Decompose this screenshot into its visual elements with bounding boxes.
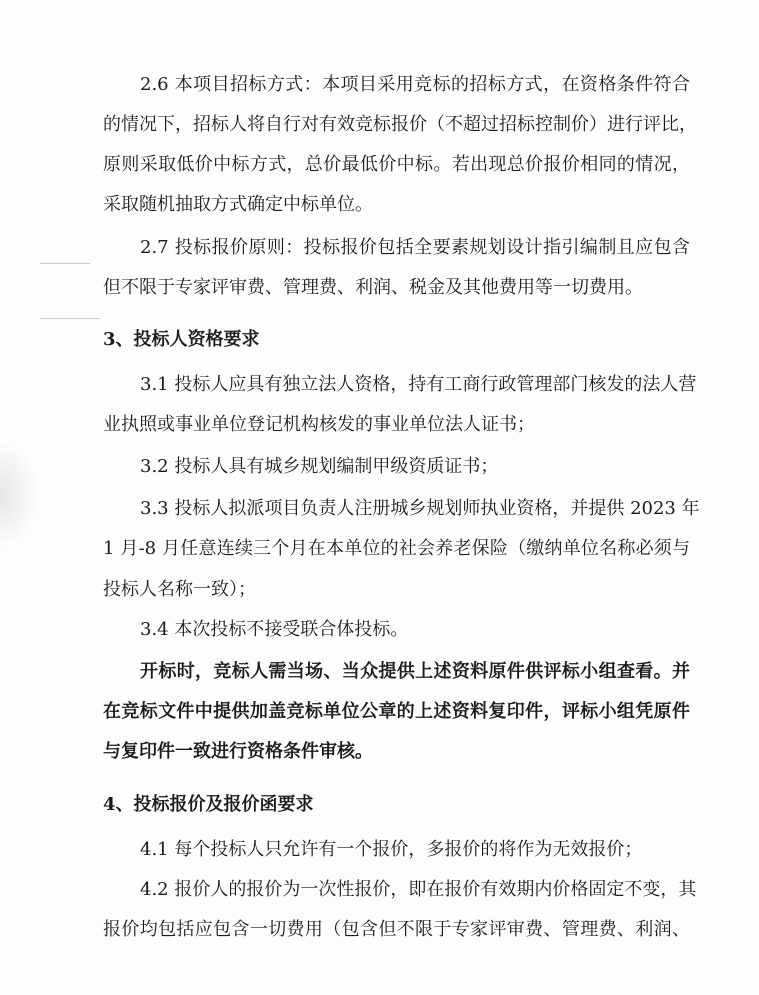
paragraph-line: 3.4 本次投标不接受联合体投标。 bbox=[140, 619, 409, 640]
paragraph-line: 2.7 投标报价原则：投标报价包括全要素规划设计指引编制且应包含 bbox=[140, 237, 690, 258]
paragraph-line: 的情况下，招标人将自行对有效竞标报价（不超过招标控制价）进行评比， bbox=[103, 114, 697, 135]
paragraph-line: 报价均包括应包含一切费用（包含但不限于专家评审费、管理费、利润、 bbox=[103, 919, 690, 940]
section-heading: 3、投标人资格要求 bbox=[103, 329, 260, 350]
paragraph-line: 1 月-8 月任意连续三个月在本单位的社会养老保险（缴纳单位名称必须与 bbox=[103, 538, 690, 559]
paragraph-line: 原则采取低价中标方式，总价最低价中标。若出现总价报价相同的情况， bbox=[103, 154, 690, 175]
paragraph-line: 3.2 投标人具有城乡规划编制甲级资质证书； bbox=[140, 456, 499, 477]
paragraph-line: 业执照或事业单位登记机构核发的事业单位法人证书； bbox=[103, 414, 535, 435]
paragraph-line: 2.6 本项目招标方式：本项目采用竞标的招标方式，在资格条件符合 bbox=[140, 74, 690, 95]
section-heading: 4、投标报价及报价函要求 bbox=[103, 794, 314, 815]
paragraph-line: 投标人名称一致）； bbox=[103, 579, 256, 600]
paragraph-line: 4.1 每个投标人只允许有一个报价，多报价的将作为无效报价； bbox=[140, 839, 643, 860]
paragraph-line: 开标时，竞标人需当场、当众提供上述资料原件供评标小组查看。并 bbox=[140, 661, 690, 682]
scan-artifact-line bbox=[40, 318, 100, 319]
faint-stamp-mark bbox=[0, 440, 40, 550]
paragraph-line: 在竞标文件中提供加盖竞标单位公章的上述资料复印件，评标小组凭原件 bbox=[103, 701, 690, 722]
paragraph-line: 与复印件一致进行资格条件审核。 bbox=[103, 741, 373, 762]
paragraph-line: 3.3 投标人拟派项目负责人注册城乡规划师执业资格，并提供 2023 年 bbox=[140, 498, 700, 519]
paragraph-line: 4.2 报价人的报价为一次性报价，即在报价有效期内价格固定不变，其 bbox=[140, 879, 697, 900]
scan-artifact-line bbox=[40, 263, 90, 264]
paragraph-line: 3.1 投标人应具有独立法人资格，持有工商行政管理部门核发的法人营 bbox=[140, 374, 697, 395]
paragraph-line: 但不限于专家评审费、管理费、利润、税金及其他费用等一切费用。 bbox=[103, 277, 643, 298]
paragraph-line: 采取随机抽取方式确定中标单位。 bbox=[103, 194, 373, 215]
